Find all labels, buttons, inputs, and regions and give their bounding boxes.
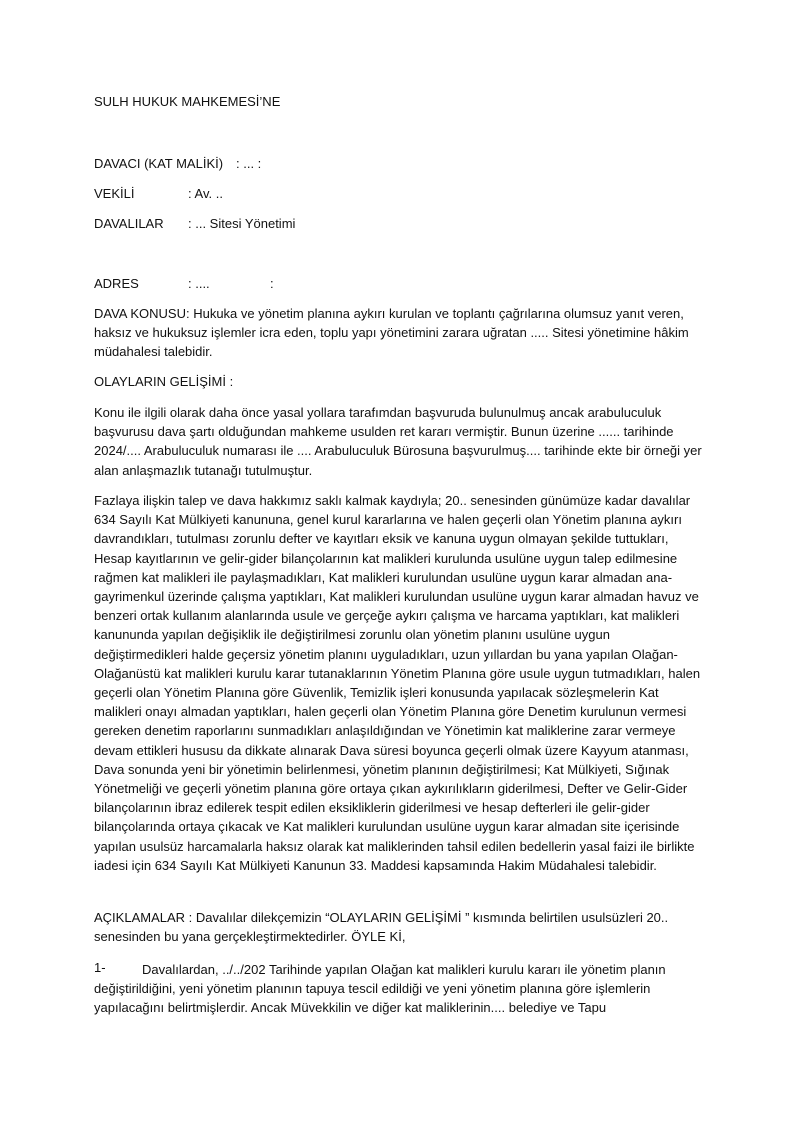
attorney-value: : Av. ..: [188, 186, 223, 201]
events-paragraph-2: Fazlaya ilişkin talep ve dava hakkımız saklı kalmak kaydıyla; 20.. senesinden günümüze kadar davalılar 634 Sayılı Kat Mülkiyeti kanununa, genel kurul kararlarına ve halen geçerli olan Yönetim planına aykırı davrandıkları, tutulması zorunlu defter ve kayıtları eksik ve kanuna uygun olmayan şekilde tuttukları, Hesap kayıtlarının ve gelir-gider bilançolarının kat malikleri kurulunda usulüne uygun talep edilmesine rağmen kat malikleri ile paylaşmadıkları, Kat malikleri kurulundan usulüne uygun karar almadan ana-gayrimenkul üzerinde çalışma yaptıkları, Kat malikleri kurulundan usulüne uygun karar almadan havuz ve benzeri ortak kullanım alanlarında usule ve gerçeğe aykırı çalışma ve harcama yaptıkları, kat malikleri kanununda yapılan değişiklik ile değiştirilmesi zorunlu olan yönetim planını usulüne uygun değiştirmedikleri halde geçersiz yönetim planını uyguladıkları, uzun yıllardan bu yana yapılan Olağan-Olağanüstü kat malikleri kurulu karar tutanaklarının Yönetim Planına göre usule uygun tutmadıkları, halen geçerli olan Yönetim Planına göre Güvenlik, Temizlik işleri konusunda yapılacak sözleşmelerin Kat malikleri onayı almadan yaptıkları, halen geçerli olan Yönetim Planına göre Denetim kurulunun vermesi gereken denetim raporlarını sunmadıkları anlaşıldığından ve Yönetimin kat maliklerine zarar vermeye devam ettikleri hususu da dikkate alınarak Dava süresi boyunca geçerli olmak üzere Kayyum atanması, Dava sonunda yeni bir yönetimin belirlenmesi, yönetim planının değiştirilmesi; Kat Mülkiyeti, Sığınak Yönetmeliği ve geçerli yönetim planına göre ortaya çıkan aykırılıkların giderilmesi, Defter ve Gelir-Gider bilançolarının ibraz edilerek tespit edilen eksikliklerin giderilmesi ve hesap defterleri ile gelir-gider bilançolarında ortaya çıkacak ve Kat malikleri kurulundan usulüne uygun karar almadan site içerisinde yapılan usulsüz harcamalarla haksız olarak kat maliklerinden tahsil edilen bedellerin yasal faizi ile birlikte iadesi için 634 Sayılı Kat Mülkiyeti Kanunun 33. Maddesi kapsamında Hakim Müdahalesi talebidir.: [94, 493, 701, 873]
events-paragraph-1: Konu ile ilgili olarak daha önce yasal yollara tarafımdan başvuruda bulunulmuş ancak arabuluculuk başvurusu dava şartı olduğundan mahkeme usulden ret kararı vermiştir. Bunun üzerine ...... tarihinde 2024/.... Arabuluculuk numarası ile .... Arabuluculuk Bürosuna başvurulmuş.... tarihinde ekte bir örneği yer alan anlaşmazlık tutanağı tutulmuştur.: [94, 405, 702, 478]
defendants-label: DAVALILAR: [94, 216, 164, 231]
item-1-number: 1-: [94, 960, 106, 975]
defendants-value: : ... Sitesi Yönetimi: [188, 216, 296, 231]
plaintiff-label: DAVACI (KAT MALİKİ): [94, 156, 224, 171]
court-title: SULH HUKUK MAHKEMESİ’NE: [94, 94, 281, 109]
item-1-text: Davalılardan, ../../202 Tarihinde yapılan Olağan kat malikleri kurulu kararı ile yönetim planın değiştirildiğini, yeni yönetim planının tapuya tescil edildiği ve yeni yönetim planına göre işlemlerin yapılacağını belirtmişlerdir. Ancak Müvekkilin ve diğer kat maliklerinin.... belediye ve Tapu: [94, 962, 666, 1016]
explanations-paragraph: AÇIKLAMALAR : Davalılar dilekçemizin “OLAYLARIN GELİŞİMİ ” kısmında belirtilen usulsüzleri 20.. senesinden bu yana gerçekleştirmektedirler. ÖYLE Kİ,: [94, 910, 669, 945]
address-label: ADRES: [94, 276, 139, 291]
address-colon: :: [270, 276, 274, 291]
plaintiff-value: : ... :: [236, 156, 262, 171]
case-subject: DAVA KONUSU: Hukuka ve yönetim planına aykırı kurulan ve toplantı çağrılarına olumsuz yanıt veren, haksız ve hukuksuz işlemler icra eden, toplu yapı yönetimini zarara uğratan ..... Sitesi yönetimine hâkim müdahalesi talebidir.: [94, 306, 689, 360]
attorney-label: VEKİLİ: [94, 186, 135, 201]
events-heading: OLAYLARIN GELİŞİMİ :: [94, 374, 234, 389]
address-value: : ....: [188, 276, 210, 291]
